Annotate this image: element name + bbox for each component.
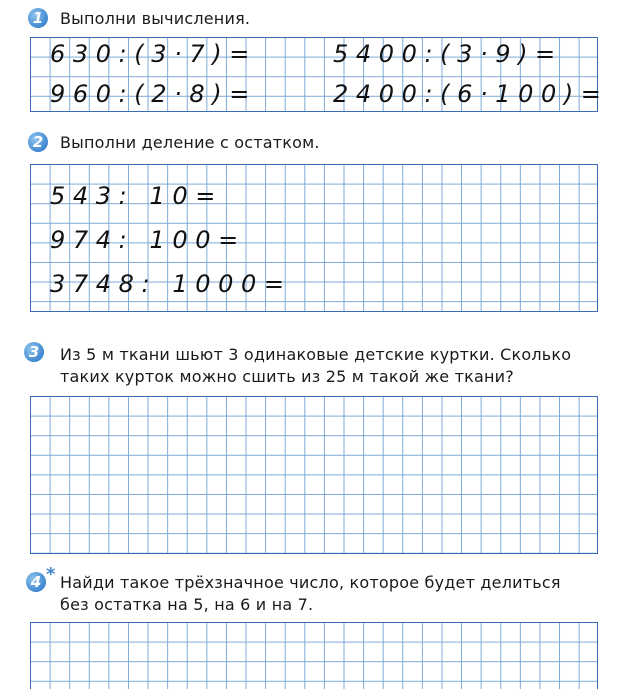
task-number-badge-4: 4 [26, 572, 46, 592]
task-2-prompt: Выполни деление с остатком. [60, 133, 320, 152]
task-1-expression-3: 960:(2·8)= [50, 80, 257, 108]
task-1-prompt: Выполни вычисления. [60, 9, 251, 28]
task-4-prompt-line-2: без остатка на 5, на 6 и на 7. [60, 595, 314, 614]
task-2-expression-1: 543: 10= [50, 182, 223, 210]
task-number-badge-1: 1 [28, 8, 48, 28]
task-4-answer-grid[interactable] [30, 622, 598, 689]
task-1-expression-2: 5400:(3·9)= [333, 40, 563, 68]
task-2-expression-2: 974: 100= [50, 226, 246, 254]
task-1-expression-4: 2400:(6·100)= [333, 80, 609, 108]
star-icon: * [46, 564, 56, 585]
task-number-badge-2: 2 [28, 132, 48, 152]
task-3-prompt-line-1: Из 5 м ткани шьют 3 одинаковые детские куртки. Сколько [60, 345, 572, 364]
task-4-prompt-line-1: Найди такое трёхзначное число, которое будет делиться [60, 573, 561, 592]
task-number-badge-3: 3 [24, 342, 44, 362]
task-3-answer-grid[interactable] [30, 396, 598, 554]
task-3-prompt-line-2: таких курток можно сшить из 25 м такой же ткани? [60, 367, 514, 386]
task-1-expression-1: 630:(3·7)= [50, 40, 257, 68]
task-2-expression-3: 3748: 1000= [50, 270, 292, 298]
